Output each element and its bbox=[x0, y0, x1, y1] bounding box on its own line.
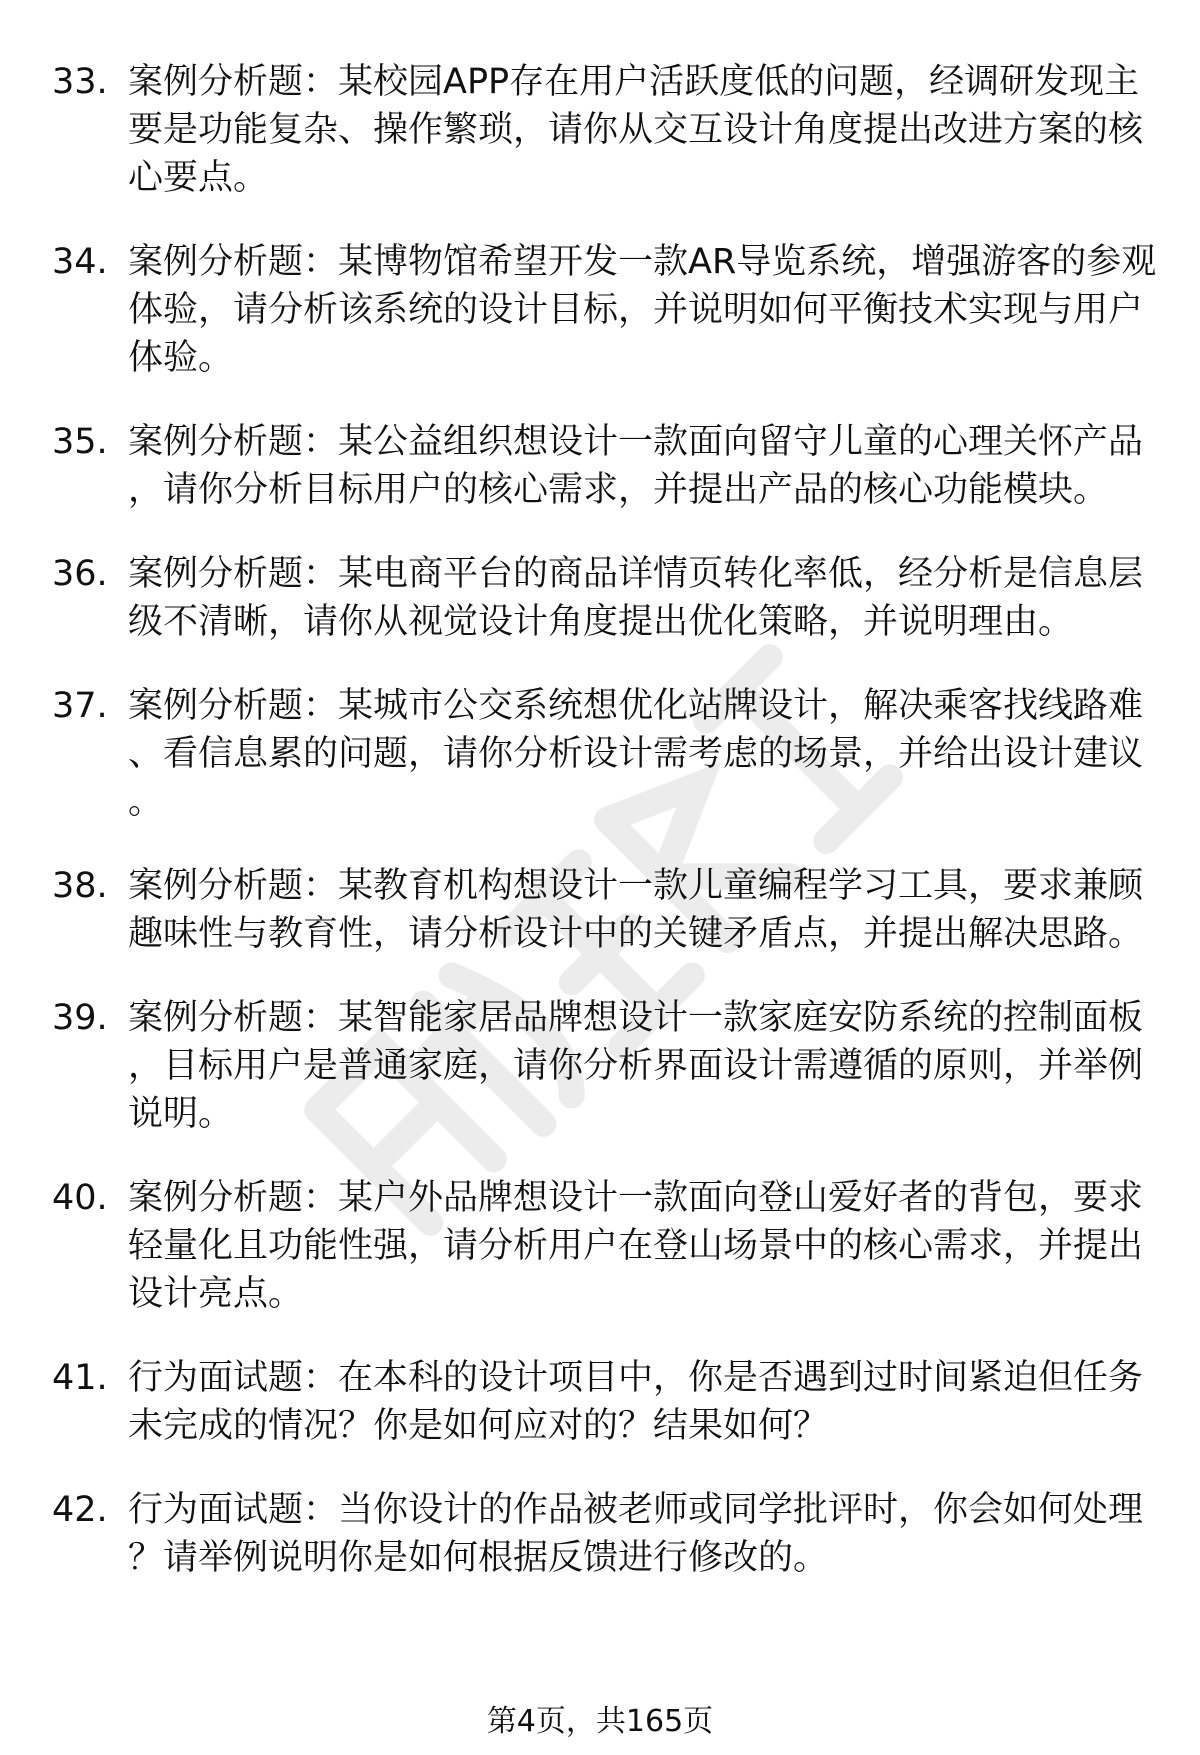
question-number: 36. bbox=[52, 554, 108, 594]
question-item bbox=[52, 58, 1162, 202]
question-text: 行为面试题：当你设计的作品被老师或同学批评时，你会如何处理？请举例说明你是如何根据反馈进行修改的。 bbox=[128, 1490, 1144, 1578]
question-list bbox=[52, 58, 1162, 1618]
question-item bbox=[52, 1486, 1162, 1582]
question-text: 案例分析题：某公益组织想设计一款面向留守儿童的心理关怀产品，请你分析目标用户的核心需求，并提出产品的核心功能模块。 bbox=[128, 422, 1144, 510]
question-number: 42. bbox=[52, 1490, 108, 1530]
question-item bbox=[52, 1174, 1162, 1318]
page-number-label: 第4页，共165页 bbox=[486, 1704, 714, 1739]
question-text: 案例分析题：某博物馆希望开发一款AR导览系统，增强游客的参观体验，请分析该系统的设计目标，并说明如何平衡技术实现与用户体验。 bbox=[128, 242, 1157, 378]
question-text: 案例分析题：某教育机构想设计一款儿童编程学习工具，要求兼顾趣味性与教育性，请分析设计中的关键矛盾点，并提出解决思路。 bbox=[128, 866, 1144, 954]
question-item bbox=[52, 1354, 1162, 1450]
question-number: 34. bbox=[52, 242, 108, 282]
question-item bbox=[52, 238, 1162, 382]
question-number: 39. bbox=[52, 998, 108, 1038]
question-number: 37. bbox=[52, 686, 108, 726]
question-item bbox=[52, 994, 1162, 1138]
question-text: 案例分析题：某智能家居品牌想设计一款家庭安防系统的控制面板，目标用户是普通家庭，请你分析界面设计需遵循的原则，并举例说明。 bbox=[128, 998, 1144, 1134]
page-footer bbox=[0, 1702, 1200, 1742]
question-number: 38. bbox=[52, 866, 108, 906]
question-item bbox=[52, 862, 1162, 958]
question-item bbox=[52, 682, 1162, 826]
question-text: 案例分析题：某户外品牌想设计一款面向登山爱好者的背包，要求轻量化且功能性强，请分析用户在登山场景中的核心需求，并提出设计亮点。 bbox=[128, 1178, 1144, 1314]
question-text: 案例分析题：某校园APP存在用户活跃度低的问题，经调研发现主要是功能复杂、操作繁琐，请你从交互设计角度提出改进方案的核心要点。 bbox=[128, 62, 1144, 198]
question-text: 行为面试题：在本科的设计项目中，你是否遇到过时间紧迫但任务未完成的情况？你是如何应对的？结果如何？ bbox=[128, 1358, 1144, 1446]
question-number: 40. bbox=[52, 1178, 108, 1218]
question-text: 案例分析题：某城市公交系统想优化站牌设计，解决乘客找线路难、看信息累的问题，请你分析设计需考虑的场景，并给出设计建议。 bbox=[128, 686, 1144, 822]
question-number: 33. bbox=[52, 62, 108, 102]
question-item bbox=[52, 418, 1162, 514]
question-number: 41. bbox=[52, 1358, 108, 1398]
question-text: 案例分析题：某电商平台的商品详情页转化率低，经分析是信息层级不清晰，请你从视觉设计角度提出优化策略，并说明理由。 bbox=[128, 554, 1144, 642]
question-number: 35. bbox=[52, 422, 108, 462]
question-item bbox=[52, 550, 1162, 646]
